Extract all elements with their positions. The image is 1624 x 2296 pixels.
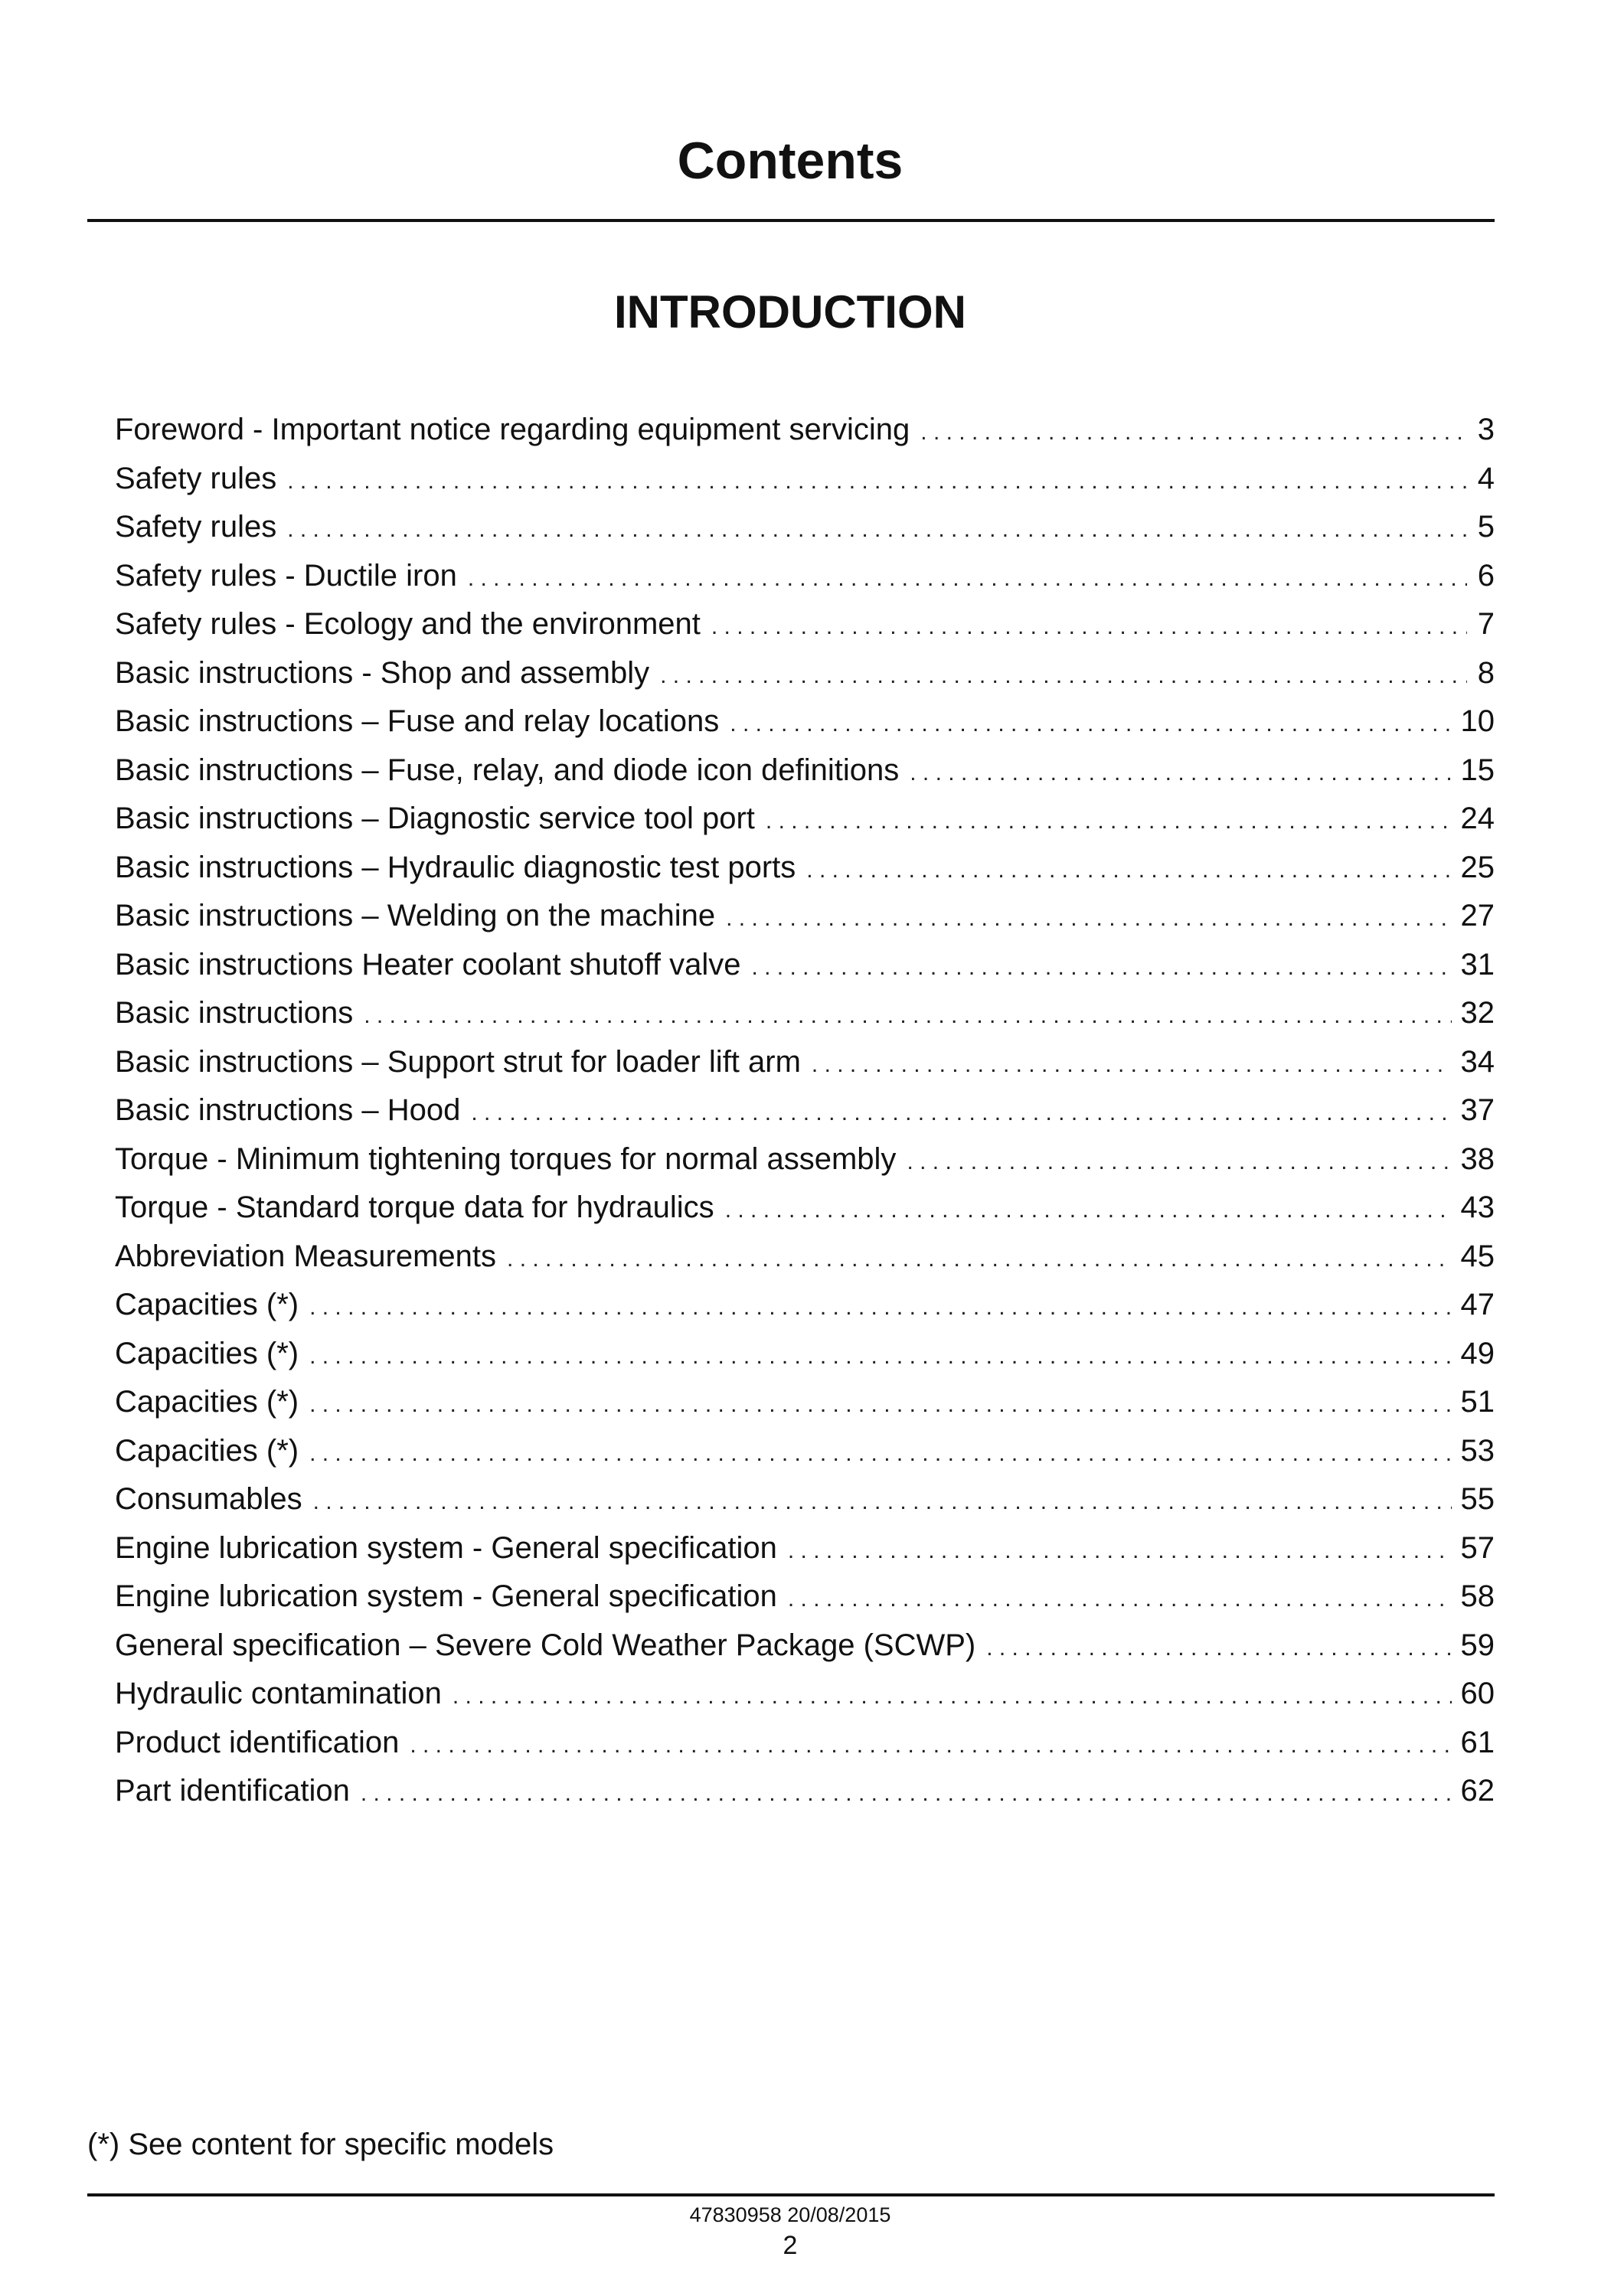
toc-entry-title: Basic instructions – Fuse and relay locations (115, 704, 720, 738)
toc-entry-title: Engine lubrication system - General specification (115, 1530, 777, 1565)
toc-entry[interactable] (115, 649, 1495, 698)
toc-entry[interactable] (115, 552, 1495, 601)
toc-entry[interactable] (115, 406, 1495, 455)
toc-entry-title: Capacities (*) (115, 1385, 299, 1419)
toc-entry[interactable] (115, 1378, 1495, 1427)
toc-entry-page: 55 (1460, 1482, 1495, 1516)
toc-entry-title: Basic instructions – Fuse, relay, and diode icon definitions (115, 753, 900, 787)
toc-entry[interactable] (115, 1281, 1495, 1330)
toc-entry[interactable] (115, 1330, 1495, 1379)
toc-entry[interactable] (115, 1622, 1495, 1671)
toc-entry-page: 34 (1460, 1044, 1495, 1079)
toc-entry[interactable] (115, 1524, 1495, 1573)
toc-entry[interactable] (115, 600, 1495, 649)
toc-entry-title: Safety rules (115, 461, 277, 495)
toc-entry-title: Basic instructions – Hood (115, 1093, 461, 1127)
dot-leader (309, 1283, 1451, 1332)
dot-leader (751, 943, 1451, 992)
toc-entry-title: Consumables (115, 1482, 302, 1516)
dot-leader (910, 749, 1451, 798)
dot-leader (986, 1624, 1451, 1673)
toc-entry-title: Capacities (*) (115, 1433, 299, 1468)
toc-entry-page: 45 (1460, 1239, 1495, 1273)
toc-entry-page: 8 (1477, 655, 1495, 690)
dot-leader (788, 1527, 1452, 1576)
toc-entry-title: Basic instructions – Welding on the machine (115, 899, 716, 932)
document-reference: 47830958 20/08/2015 (689, 2203, 891, 2226)
dot-leader (907, 1138, 1451, 1187)
toc-entry[interactable] (115, 1670, 1495, 1719)
dot-leader (453, 1672, 1452, 1721)
toc-entry-page: 51 (1460, 1385, 1495, 1419)
toc-entry[interactable] (115, 1086, 1495, 1135)
toc-entry-page: 62 (1460, 1774, 1495, 1808)
dot-leader (287, 457, 1467, 506)
toc-entry[interactable] (115, 1184, 1495, 1233)
toc-entry-page: 6 (1477, 558, 1495, 593)
dot-leader (468, 554, 1467, 603)
toc-entry-title: Hydraulic contamination (115, 1677, 442, 1710)
toc-entry-page: 15 (1460, 753, 1495, 787)
dot-leader (309, 1380, 1451, 1429)
toc-entry-title: Basic instructions - Shop and assembly (115, 655, 650, 690)
dot-leader (309, 1429, 1451, 1478)
toc-entry-title: Safety rules (115, 510, 277, 544)
toc-entry-page: 43 (1460, 1190, 1495, 1224)
toc-entry-page: 7 (1477, 607, 1495, 641)
dot-leader (725, 1186, 1452, 1235)
toc-entry[interactable] (115, 1719, 1495, 1768)
dot-leader (410, 1721, 1451, 1770)
dot-leader (361, 1769, 1452, 1818)
dot-leader (471, 1089, 1451, 1138)
toc-entry-page: 49 (1460, 1336, 1495, 1370)
dot-leader (364, 991, 1451, 1040)
toc-entry[interactable] (115, 1038, 1495, 1087)
toc-entry-title: Safety rules - Ecology and the environment (115, 607, 701, 641)
toc-entry-page: 32 (1460, 996, 1495, 1030)
toc-entry[interactable] (115, 503, 1495, 552)
dot-leader (313, 1478, 1452, 1527)
dot-leader (507, 1235, 1451, 1284)
dot-leader (920, 408, 1467, 457)
toc-entry-page: 58 (1460, 1579, 1495, 1613)
toc-entry[interactable] (115, 1767, 1495, 1816)
footer-divider (87, 2193, 1495, 2196)
toc-entry[interactable] (115, 746, 1495, 795)
toc-entry-title: Abbreviation Measurements (115, 1239, 497, 1273)
toc-entry[interactable] (115, 697, 1495, 746)
section-title: INTRODUCTION (614, 286, 966, 338)
footnote: (*) See content for specific models (87, 2128, 554, 2161)
toc-entry-title: Basic instructions (115, 996, 354, 1030)
toc-entry[interactable] (115, 1573, 1495, 1622)
toc-entry[interactable] (115, 1475, 1495, 1524)
toc-entry-title: Safety rules - Ductile iron (115, 558, 457, 593)
dot-leader (788, 1575, 1452, 1624)
toc-entry[interactable] (115, 941, 1495, 990)
dot-leader (711, 603, 1467, 652)
toc-entry-page: 47 (1460, 1288, 1495, 1321)
dot-leader (726, 894, 1451, 943)
toc-entry[interactable] (115, 1233, 1495, 1282)
toc-entry-title: Basic instructions Heater coolant shutoff valve (115, 947, 741, 981)
toc-entry-title: Foreword - Important notice regarding equipment servicing (115, 413, 910, 446)
dot-leader (287, 505, 1467, 554)
toc-entry-page: 37 (1460, 1093, 1495, 1127)
header-divider (87, 219, 1495, 222)
toc-entry-title: Basic instructions – Hydraulic diagnostic test ports (115, 850, 796, 884)
toc-entry-page: 10 (1460, 704, 1495, 738)
toc-entry-title: Basic instructions – Diagnostic service tool port (115, 802, 755, 835)
toc-entry-page: 25 (1460, 850, 1495, 884)
toc-entry-title: General specification – Severe Cold Weather Package (SCWP) (115, 1628, 976, 1662)
dot-leader (766, 797, 1452, 846)
toc-entry-title: Torque - Minimum tightening torques for normal assembly (115, 1141, 897, 1176)
dot-leader (812, 1040, 1452, 1089)
table-of-contents (115, 406, 1495, 1816)
toc-entry-page: 3 (1477, 413, 1495, 446)
dot-leader (660, 652, 1467, 701)
toc-entry[interactable] (115, 1135, 1495, 1184)
toc-entry-page: 38 (1460, 1141, 1495, 1176)
dot-leader (806, 846, 1451, 895)
toc-entry-title: Part identification (115, 1774, 350, 1808)
dot-leader (730, 700, 1451, 749)
toc-entry-page: 27 (1460, 899, 1495, 932)
toc-entry-title: Capacities (*) (115, 1288, 299, 1321)
toc-entry[interactable] (115, 989, 1495, 1038)
toc-entry-page: 60 (1460, 1677, 1495, 1710)
toc-entry[interactable] (115, 892, 1495, 941)
toc-entry[interactable] (115, 1427, 1495, 1476)
toc-entry-title: Product identification (115, 1725, 400, 1759)
toc-entry-title: Torque - Standard torque data for hydraulics (115, 1190, 714, 1224)
toc-entry-page: 59 (1460, 1628, 1495, 1662)
toc-entry-title: Capacities (*) (115, 1336, 299, 1370)
page-number: 2 (783, 2231, 798, 2260)
toc-entry[interactable] (115, 455, 1495, 504)
toc-entry-page: 61 (1460, 1725, 1495, 1759)
toc-entry-page: 31 (1460, 947, 1495, 981)
toc-entry-title: Engine lubrication system - General specification (115, 1579, 777, 1613)
toc-entry[interactable] (115, 795, 1495, 844)
toc-entry-page: 5 (1477, 510, 1495, 544)
toc-entry-page: 24 (1460, 802, 1495, 835)
dot-leader (309, 1332, 1451, 1381)
toc-entry-page: 53 (1460, 1433, 1495, 1468)
page-title: Contents (677, 132, 903, 190)
toc-entry-page: 57 (1460, 1530, 1495, 1565)
toc-entry-title: Basic instructions – Support strut for loader lift arm (115, 1044, 801, 1079)
toc-entry-page: 4 (1477, 461, 1495, 495)
toc-entry[interactable] (115, 844, 1495, 893)
